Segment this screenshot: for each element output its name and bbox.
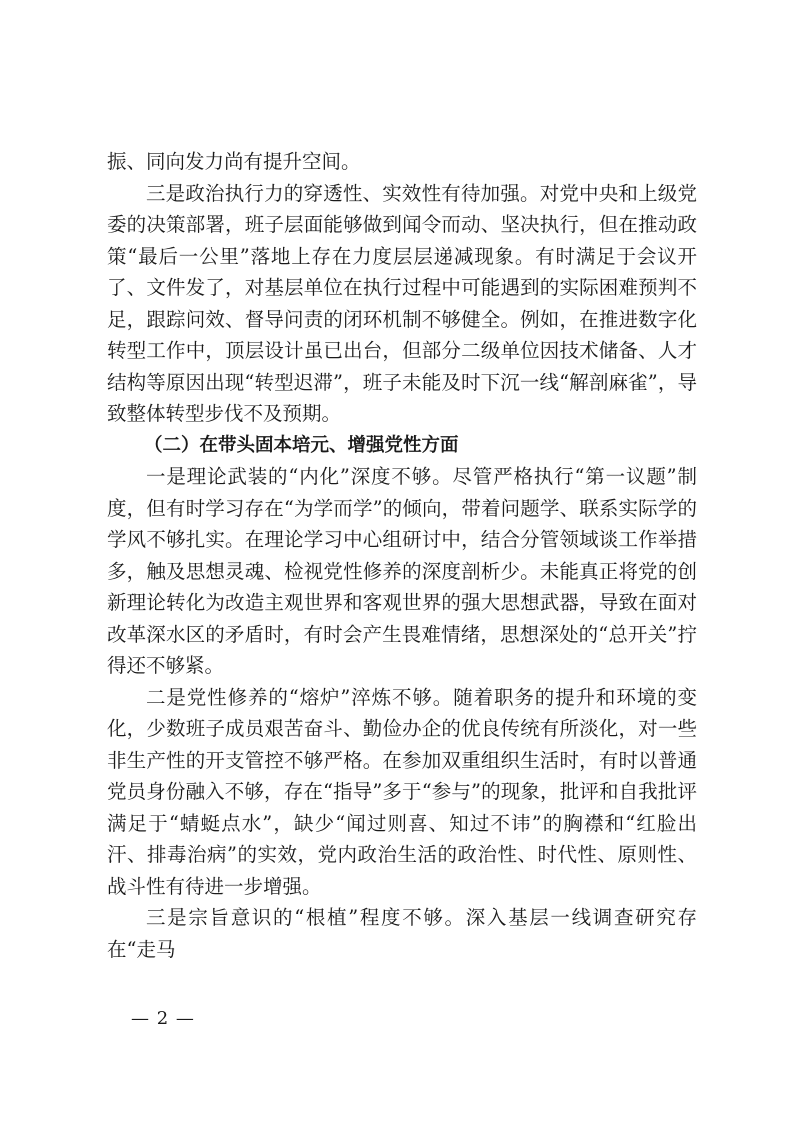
page-number: — 2 — — [131, 1008, 195, 1029]
paragraph-party-spirit: 二是党性修养的“熔炉”淬炼不够。随着职务的提升和环境的变化，少数班子成员艰苦奋斗、勤俭办企的优良传统有所淡化，对一些非生产性的开支管控不够严格。在参加双重组织生活时，有时以普通党员身份融入不够，存在“指导”多于“参与”的现象，批评和自我批评满足于“蜻蜓点水”，缺少“闻过则喜、知过不讳”的胸襟和“红脸出汗、排毒治病”的实效，党内政治生活的政治性、时代性、原则性、战斗性有待进一步增强。 — [107, 685, 697, 898]
paragraph-theory-internalization: 一是理论武装的“内化”深度不够。尽管严格执行“第一议题”制度，但有时学习存在“为学而学”的倾向，带着问题学、联系实际学的学风不够扎实。在理论学习中心组研讨中，结合分管领域谈工作举措多，触及思想灵魂、检视党性修养的深度剖析少。未能真正将党的创新理论转化为改造主观世界和客观世界的强大思想武器，导致在面对改革深水区的矛盾时，有时会产生畏难情绪，思想深处的“总开关”拧得还不够紧。 — [107, 465, 697, 677]
paragraph-purpose-awareness: 三是宗旨意识的“根植”程度不够。深入基层一线调查研究存在“走马 — [107, 906, 697, 961]
paragraph-political-execution: 三是政治执行力的穿透性、实效性有待加强。对党中央和上级党委的决策部署，班子层面能够做到闻令而动、坚决执行，但在推动政策“最后一公里”落地上存在力度层层递减现象。有时满足于会议开了、文件发了，对基层单位在执行过程中可能遇到的实际困难预判不足，跟踪问效、督导问责的闭环机制不够健全。例如，在推进数字化转型工作中，顶层设计虽已出台，但部分二级单位因技术储备、人才结构等原因出现“转型迟滞”，班子未能及时下沉一线“解剖麻雀”，导致整体转型步伐不及预期。 — [107, 181, 697, 425]
section-heading: （二）在带头固本培元、增强党性方面 — [144, 434, 459, 456]
body-text — [107, 146, 697, 965]
paragraph-continuation: 振、同向发力尚有提升空间。 — [107, 150, 361, 173]
